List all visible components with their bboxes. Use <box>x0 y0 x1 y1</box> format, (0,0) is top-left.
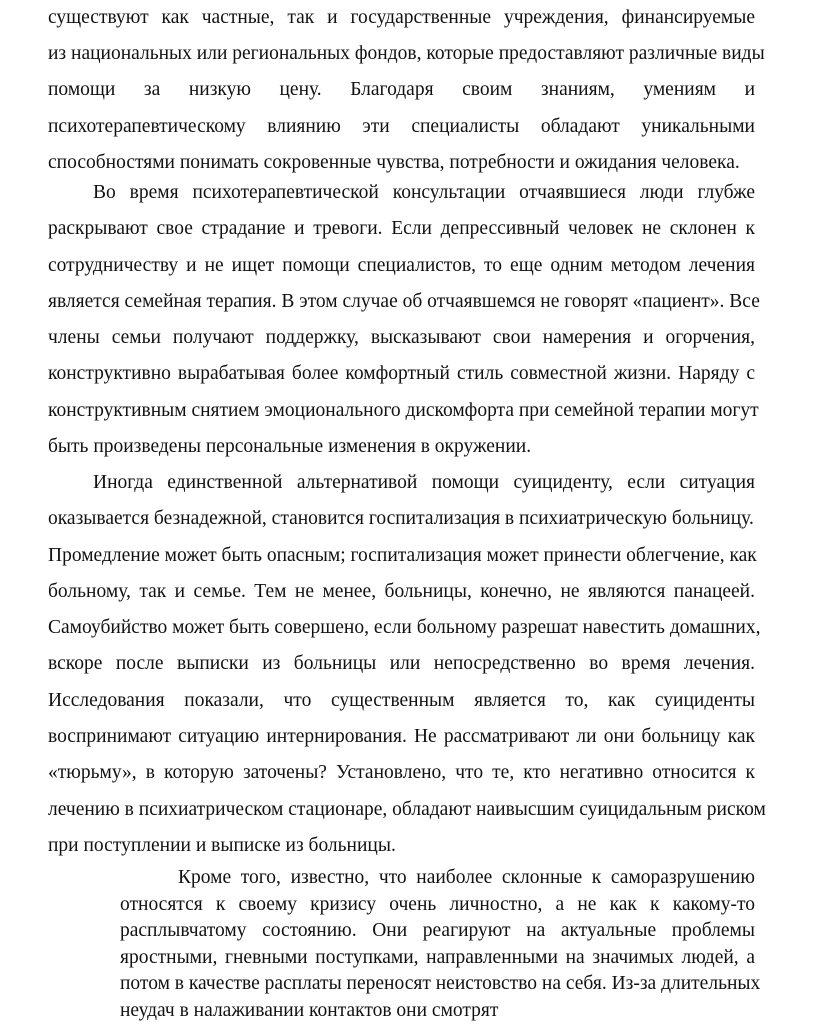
text-line: воспринимают ситуацию интернирования. Не рассматривают ли они больницу как <box>48 726 755 748</box>
text-line: помощи за низкую цену. Благодаря своим знаниям, умениям и <box>48 79 755 101</box>
text-line: Кроме того, известно, что наиболее склонные к саморазрушению <box>178 867 755 888</box>
text-line: способностями понимать сокровенные чувства, потребности и ожидания человека. <box>48 151 740 173</box>
text-line: является семейная терапия. В этом случае об отчаявшемся не говорят «пациент». Все <box>48 290 760 312</box>
text-line: больному, так и семье. Тем не менее, больницы, конечно, не являются панацеей. <box>48 580 755 602</box>
text-line: конструктивно вырабатывая более комфортный стиль совместной жизни. Наряду с <box>48 363 755 385</box>
text-line: раскрывают свое страдание и тревоги. Если депрессивный человек не склонен к <box>48 218 755 240</box>
text-line: Промедление может быть опасным; госпитализация может принести облегчение, как <box>48 544 757 566</box>
text-line: психотерапевтическому влиянию эти специалисты обладают уникальными <box>48 115 755 137</box>
text-line: Во время психотерапевтической консультации отчаявшиеся люди глубже <box>93 182 755 203</box>
text-line: быть произведены персональные изменения в окружении. <box>48 436 532 458</box>
paragraph-1 <box>3 0 765 181</box>
text-line: «тюрьму», в которую заточены? Установлено, что те, кто негативно относится к <box>48 762 755 784</box>
text-line: потом в качестве расплаты переносят неистовство на себя. Из-за длительных <box>120 973 761 994</box>
text-line: расплывчатому состоянию. Они реагируют на актуальные проблемы <box>120 920 755 941</box>
text-line: при поступлении и выписке из больницы. <box>48 834 396 856</box>
paragraph-4 <box>62 865 761 1024</box>
text-line: Иногда единственной альтернативой помощи суициденту, если ситуация <box>93 472 755 493</box>
text-line: неудач в налаживании контактов они смотрят <box>120 999 499 1021</box>
text-line: яростными, гневными поступками, направленными на значимых людей, а <box>120 946 755 968</box>
text-line: относятся к своему кризису очень личностно, а не как к какому-то <box>120 893 755 915</box>
text-line: вскоре после выписки из больницы или непосредственно во время лечения. <box>48 653 755 675</box>
text-line: лечению в психиатрическом стационаре, обладают наивысшим суицидальным риском <box>48 798 766 820</box>
text-line: Самоубийство может быть совершено, если больному разрешат навестить домашних, <box>48 617 761 639</box>
paragraph-3 <box>3 465 766 864</box>
text-line: члены семьи получают поддержку, высказывают свои намерения и огорчения, <box>48 327 755 349</box>
paragraph-2 <box>3 175 760 465</box>
text-line: конструктивным снятием эмоционального дискомфорта при семейной терапии могут <box>48 399 759 421</box>
text-line: сотрудничеству и не ищет помощи специалистов, то еще одним методом лечения <box>48 254 755 276</box>
text-line: Исследования показали, что существенным является то, как суициденты <box>48 689 755 711</box>
text-line: оказывается безнадежной, становится госпитализация в психиатрическую больницу. <box>48 508 754 530</box>
text-line: из национальных или региональных фондов, которые предоставляют различные виды <box>48 43 765 65</box>
text-line: существуют как частные, так и государственные учреждения, финансируемые <box>48 7 755 28</box>
